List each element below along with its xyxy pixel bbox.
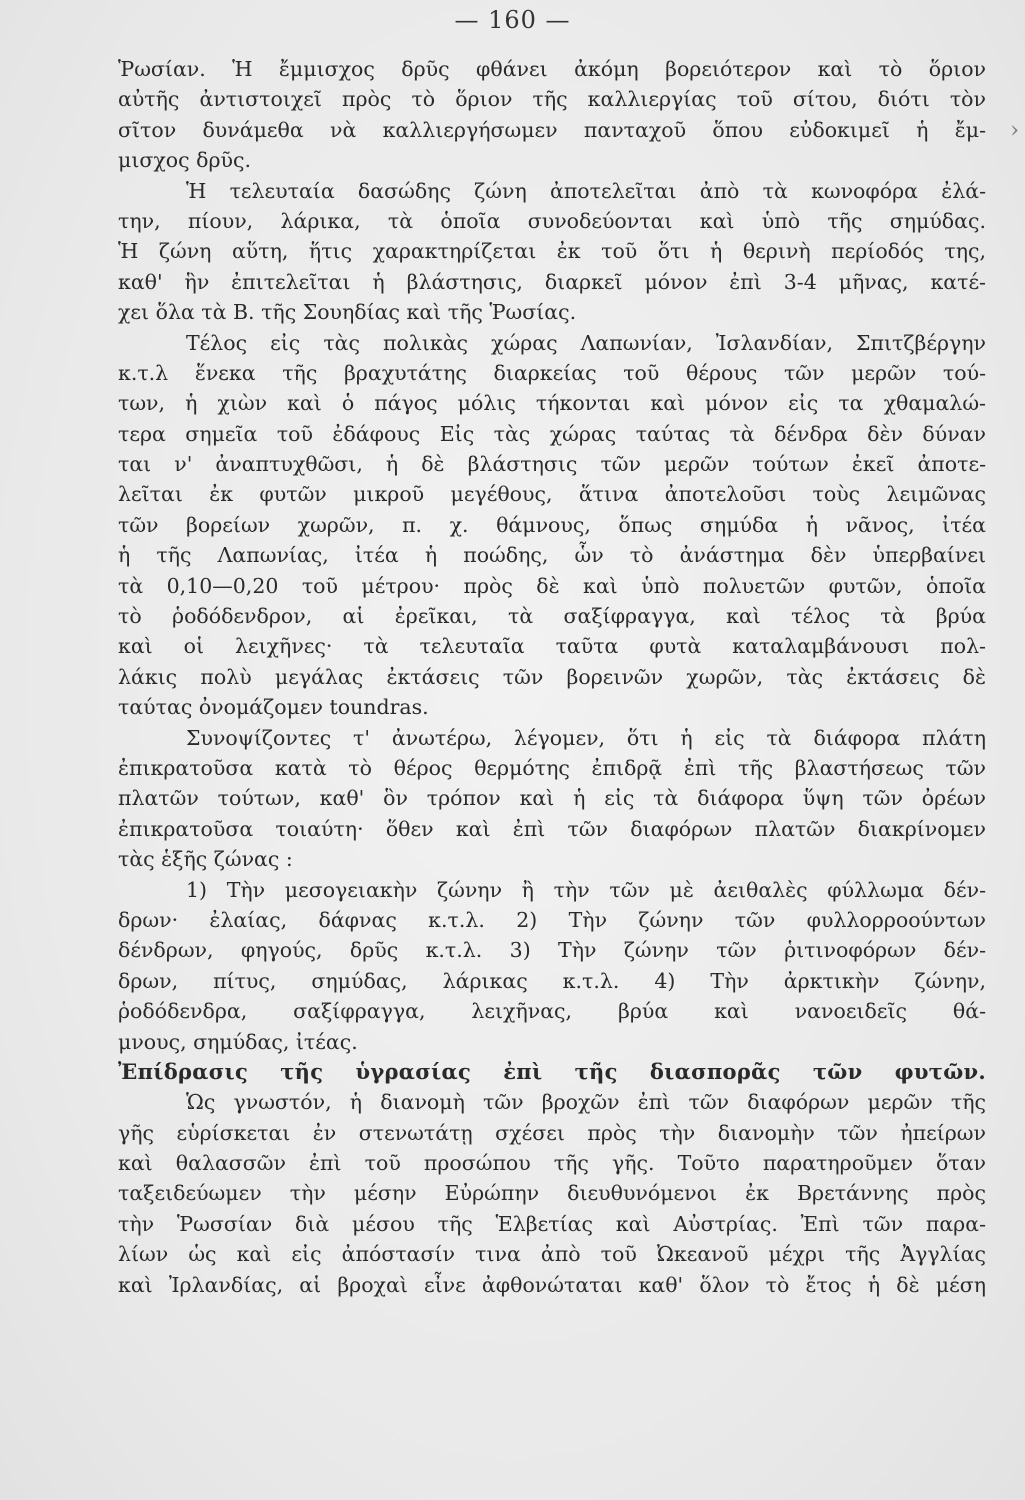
text-line: Συνοψίζοντες τ' ἀνωτέρω, λέγομεν, ὅτι ἡ εἰς τὰ διάφορα πλάτη [186,725,986,750]
text-line: Τέλος εἰς τὰς πολικὰς χώρας Λαπωνίαν, Ἰσλανδίαν, Σπιτζβέργην [186,330,986,355]
text-line: Ὡς γνωστόν, ἡ διανομὴ τῶν βροχῶν ἐπὶ τῶν διαφόρων μερῶν τῆς [186,1090,986,1115]
text-line: δένδρων, φηγούς, δρῦς κ.τ.λ. 3) Τὴν ζώνην τῶν ῥιτινοφόρων δέν- [118,938,986,963]
paragraph [118,875,986,1057]
text-line: καὶ οἱ λειχῆνες· τὰ τελευταῖα ταῦτα φυτὰ καταλαμβάνουσι πολ- [118,634,986,659]
text-line: ταύτας ὀνομάζομεν toundras. [118,695,429,720]
text-line: χει ὅλα τὰ Β. τῆς Σουηδίας καὶ τῆς Ῥωσίας. [118,300,577,325]
text-line: λάκις πολὺ μεγάλας ἐκτάσεις τῶν βορεινῶν χωρῶν, τὰς ἐκτάσεις δὲ [118,664,986,689]
text-line: τερα σημεῖα τοῦ ἐδάφους Εἰς τὰς χώρας ταύτας τὰ δένδρα δὲν δύναν [118,421,986,446]
text-line: ἡ τῆς Λαπωνίας, ἰτέα ἡ ποώδης, ὧν τὸ ἀνάστημα δὲν ὑπερβαίνει [118,543,986,568]
paragraph [118,328,986,723]
text-line: 1) Τὴν μεσογειακὴν ζώνην ἢ τὴν τῶν μὲ ἀειθαλὲς φύλλωμα δέν- [186,877,986,902]
page-number: — 160 — [454,6,571,34]
text-line: ται ν' ἀναπτυχθῶσι, ἡ δὲ βλάστησις τῶν μερῶν τούτων ἐκεῖ ἀποτε- [118,452,986,477]
paragraph [118,176,986,328]
text-line: Ῥωσίαν. Ἡ ἔμμισχος δρῦς φθάνει ἀκόμη βορειότερον καὶ τὸ ὅριον [118,57,986,81]
text-line: Ἡ ζώνη αὕτη, ἥτις χαρακτηρίζεται ἐκ τοῦ ὅτι ἡ θερινὴ περίοδός της, [118,239,986,264]
text-line: τὰς ἑξῆς ζώνας : [118,847,293,872]
text-line: των, ἡ χιὼν καὶ ὁ πάγος μόλις τήκονται καὶ μόνον εἰς τα χθαμαλώ- [118,391,986,416]
text-line: ῥοδόδενδρα, σαξίφραγγα, λειχῆνας, βρύα καὶ νανοειδεῖς θά- [118,999,986,1024]
text-line: λίων ὡς καὶ εἰς ἀπόστασίν τινα ἀπὸ τοῦ Ὠκεανοῦ μέχρι τῆς Ἀγγλίας [118,1242,986,1267]
text-line: ἐπικρατοῦσα κατὰ τὸ θέρος θερμότης ἐπιδρᾷ ἐπὶ τῆς βλαστήσεως τῶν [118,755,986,780]
text-line: ἐπικρατοῦσα τοιαύτη· ὅθεν καὶ ἐπὶ τῶν διαφόρων πλατῶν διακρίνομεν [118,816,986,841]
text-line: τὰ 0,10—0,20 τοῦ μέτρου· πρὸς δὲ καὶ ὑπὸ πολυετῶν φυτῶν, ὁποῖα [118,573,986,598]
text-line: σῖτον δυνάμεθα νὰ καλλιεργήσωμεν πανταχοῦ ὅπου εὐδοκιμεῖ ἡ ἔμ- [118,117,986,142]
paragraph [118,723,986,875]
text-line: κ.τ.λ ἕνεκα τῆς βραχυτάτης διαρκείας τοῦ θέρους τῶν μερῶν τού- [118,360,986,385]
text-line: λεῖται ἐκ φυτῶν μικροῦ μεγέθους, ἅτινα ἀποτελοῦσι τοὺς λειμῶνας [118,482,986,507]
text-line: γῆς εὑρίσκεται ἐν στενωτάτῃ σχέσει πρὸς τὴν διανομὴν τῶν ἠπείρων [118,1120,986,1145]
chevron-right-icon: › [1010,118,1019,143]
text-line: Ἡ τελευταία δασώδης ζώνη ἀποτελεῖται ἀπὸ τὰ κωνοφόρα ἐλά- [186,178,986,203]
text-line: την, πίουν, λάρικα, τὰ ὁποῖα συνοδεύονται καὶ ὑπὸ τῆς σημύδας. [118,208,986,233]
text-line: καὶ θαλασσῶν ἐπὶ τοῦ προσώπου τῆς γῆς. Τοῦτο παρατηροῦμεν ὅταν [118,1151,986,1176]
text-line: ταξειδεύωμεν τὴν μέσην Εὐρώπην διευθυνόμενοι ἐκ Βρετάννης πρὸς [118,1181,986,1206]
text-line: πλατῶν τούτων, καθ' ὃν τρόπον καὶ ἡ εἰς τὰ διάφορα ὕψη τῶν ὀρέων [118,786,986,811]
text-line: τὴν Ῥωσσίαν διὰ μέσου τῆς Ἑλβετίας καὶ Αὐστρίας. Ἐπὶ τῶν παρα- [118,1211,986,1236]
text-line: μισχος δρῦς. [118,148,251,173]
text-line: δρων, πίτυς, σημύδας, λάρικας κ.τ.λ. 4) Τὴν ἀρκτικὴν ζώνην, [118,968,986,993]
text-line: δρων· ἐλαίας, δάφνας κ.τ.λ. 2) Τὴν ζώνην τῶν φυλλορροούντων [118,907,986,932]
text-line: καὶ Ἰρλανδίας, αἱ βροχαὶ εἶνε ἀφθονώταται καθ' ὅλον τὸ ἔτος ἡ δὲ μέση [118,1272,986,1297]
text-line: καθ' ἣν ἐπιτελεῖται ἡ βλάστησις, διαρκεῖ μόνον ἐπὶ 3-4 μῆνας, κατέ- [118,269,986,294]
text-line: τῶν βορείων χωρῶν, π. χ. θάμνους, ὅπως σημύδα ἡ νᾶνος, ἰτέα [118,512,986,537]
text-line: αὐτῆς ἀντιστοιχεῖ πρὸς τὸ ὅριον τῆς καλλιεργίας τοῦ σίτου, διότι τὸν [118,87,986,112]
text-line: μνους, σημύδας, ἰτέας. [118,1029,358,1054]
section-heading: Ἐπίδρασις τῆς ὑγρασίας ἐπὶ τῆς διασπορᾶς τῶν φυτῶν. [118,1058,986,1084]
text-line: τὸ ῥοδόδενδρον, αἱ ἐρεῖκαι, τὰ σαξίφραγγα, καὶ τέλος τὰ βρύα [118,604,986,629]
text-body [118,54,986,1300]
paragraph [118,54,986,176]
paragraph [118,1087,986,1300]
